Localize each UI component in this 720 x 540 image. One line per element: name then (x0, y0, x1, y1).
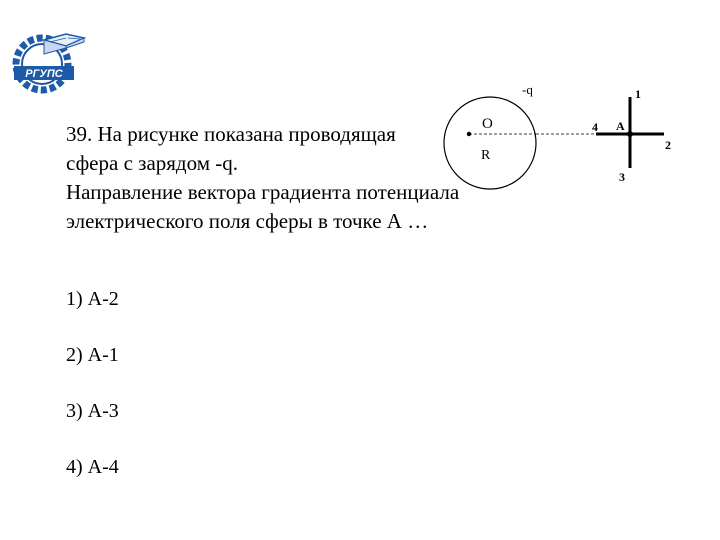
question-line-3: Направление вектора градиента потенциала (66, 180, 460, 204)
question-line-4: электрического поля сферы в точке А … (66, 209, 429, 233)
option-4[interactable]: 4) А-4 (66, 456, 119, 478)
option-3[interactable]: 3) А-3 (66, 400, 119, 422)
charge-label: -q (522, 82, 533, 97)
rgups-logo (4, 24, 92, 96)
center-label: O (482, 116, 493, 132)
option-2[interactable]: 2) А-1 (66, 344, 119, 366)
point-a-dot (627, 131, 633, 137)
direction-3-label: 3 (619, 170, 625, 184)
question-line-1: 39. На рисунке показана проводящая (66, 122, 396, 146)
direction-4-label: 4 (592, 120, 598, 134)
direction-2-label: 2 (665, 138, 671, 152)
radius-label: R (481, 148, 491, 163)
point-a-label: A (616, 119, 625, 133)
question-line-2: сфера с зарядом -q. (66, 151, 238, 175)
sphere-center-dot (467, 132, 471, 136)
logo-text: РГУПС (25, 68, 63, 80)
option-1[interactable]: 1) А-2 (66, 288, 119, 310)
question-text (66, 120, 459, 236)
direction-1-label: 1 (635, 87, 641, 101)
